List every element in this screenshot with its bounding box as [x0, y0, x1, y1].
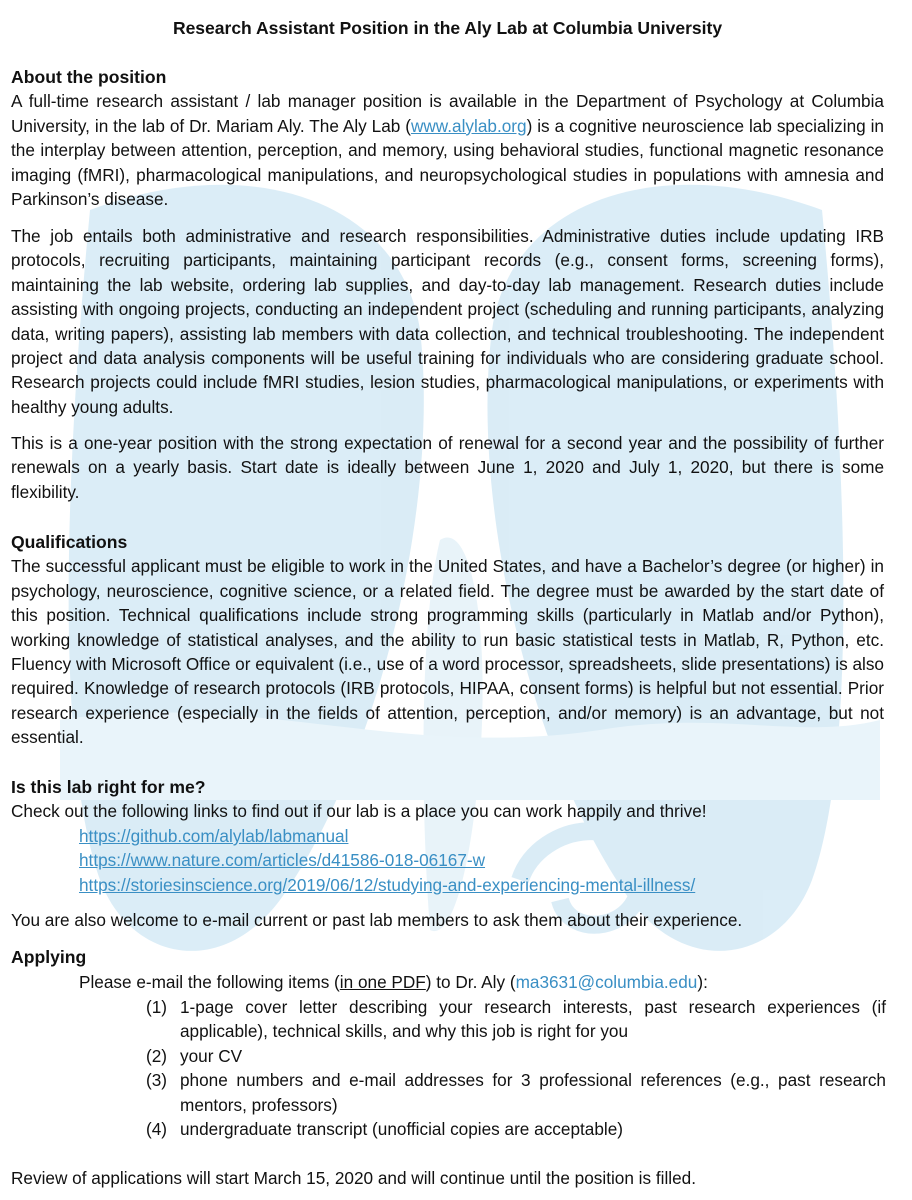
item-number: (1)	[146, 997, 168, 1017]
qualifications-section	[11, 530, 884, 750]
lab-website-link[interactable]: www.alylab.org	[410, 115, 527, 136]
request-text-a: Please e-mail the following items (	[79, 972, 340, 992]
applying-items-list	[146, 995, 886, 1141]
item-text: 1-page cover letter describing your research interests, past research experiences (if applicable), technical skills, and why this job is right for you	[180, 997, 886, 1042]
qualifications-paragraph: The successful applicant must be eligible to work in the United States, and have a Bachelor’s degree (or higher) in psychology, neuroscience, cognitive science, or a related field. The degree must be awarded by the start date of this position. Technical qualifications include strong programming skills (particularly in Matlab and/or Python), working knowledge of statistical analyses, and the ability to run basic statistical tests in Matlab, R, Python, etc. Fluency with Microsoft Office or equivalent (i.e., use of a word processor, spreadsheets, slide presentations) is also required. Knowledge of research protocols (IRB protocols, HIPAA, consent forms) is helpful but not essential. Prior research experience (especially in the fields of attention, perception, and/or memory) is an advantage, but not essential.	[11, 556, 884, 748]
stories-in-science-link[interactable]: https://storiesinscience.org/2019/06/12/studying-and-experiencing-mental-illness/	[79, 874, 696, 895]
request-text-b: ) to Dr. Aly (	[425, 972, 516, 992]
item-number: (2)	[146, 1045, 168, 1066]
list-item	[146, 1044, 886, 1068]
about-paragraph-2: The job entails both administrative and research responsibilities. Administrative duties include updating IRB protocols, recruiting participants, maintaining participant records (e.g., consent forms, screening forms), maintaining the lab website, ordering lab supplies, and day-to-day lab management. Research duties include assisting with ongoing projects, conducting an independent project (scheduling and running participants, analyzing data, writing papers), assisting lab members with data collection, and technical troubleshooting. The independent project and data analysis components will be useful training for individuals who are considering graduate school. Research projects could include fMRI studies, lesion studies, pharmacological manipulations, or experiments with healthy young adults.	[11, 226, 884, 417]
lab-manual-link[interactable]: https://github.com/alylab/labmanual	[79, 826, 349, 846]
fit-outro-block	[11, 908, 884, 932]
item-number: (3)	[146, 1070, 168, 1091]
about-paragraph-1	[11, 89, 884, 211]
email-link[interactable]: ma3631@columbia.edu	[515, 972, 698, 992]
list-item	[146, 995, 886, 1044]
applying-request	[79, 970, 708, 994]
about-p1-text-b: ) is a cognitive neuroscience lab specializing in the interplay between attention, perception, and memory, using behavioral studies, functional magnetic resonance imaging (fMRI), pharmacological manipulations, and neuropsychological studies in populations with amnesia and Parkinson’s disease.	[11, 115, 884, 210]
item-text: phone numbers and e-mail addresses for 3 professional references (e.g., past research mentors, professors)	[180, 1070, 886, 1115]
item-text: undergraduate transcript (unofficial copies are acceptable)	[180, 1119, 623, 1140]
fit-links-list	[79, 824, 695, 897]
about-section	[11, 65, 884, 211]
applying-heading: Applying	[11, 947, 87, 967]
about-paragraph-3: This is a one-year position with the strong expectation of renewal for a second year and the possibility of further renewals on a yearly basis. Start date is ideally between June 1, 2020 and July 1, 2020, but there is some flexibility.	[11, 433, 884, 502]
nature-article-link[interactable]: https://www.nature.com/articles/d41586-018-06167-w	[79, 850, 486, 871]
page-title: Research Assistant Position in the Aly Lab at Columbia University	[172, 18, 723, 38]
fit-heading: Is this lab right for me?	[11, 777, 206, 797]
fit-section	[11, 775, 884, 824]
about-paragraph-2-block	[11, 224, 884, 419]
request-underlined: in one PDF	[339, 972, 426, 992]
about-heading: About the position	[11, 67, 167, 87]
list-item	[146, 1117, 886, 1141]
about-p1-text-a: A full-time research assistant / lab manager position is available in the Department of Psychology at Columbia University, in the lab of Dr. Mariam Aly. The Aly Lab (	[11, 91, 884, 136]
review-note: Review of applications will start March 15, 2020 and will continue until the position is filled.	[11, 1168, 696, 1188]
request-text-c: ):	[697, 972, 708, 992]
qualifications-heading: Qualifications	[11, 532, 128, 552]
footer-block	[11, 1166, 884, 1190]
about-paragraph-3-block	[11, 431, 884, 504]
fit-intro: Check out the following links to find out if our lab is a place you can work happily and thrive!	[11, 801, 707, 822]
applying-section	[11, 945, 884, 969]
list-item	[146, 1068, 886, 1117]
fit-outro: You are also welcome to e-mail current or past lab members to ask them about their experience.	[11, 910, 743, 930]
item-number: (4)	[146, 1119, 168, 1140]
item-text: your CV	[180, 1045, 243, 1066]
